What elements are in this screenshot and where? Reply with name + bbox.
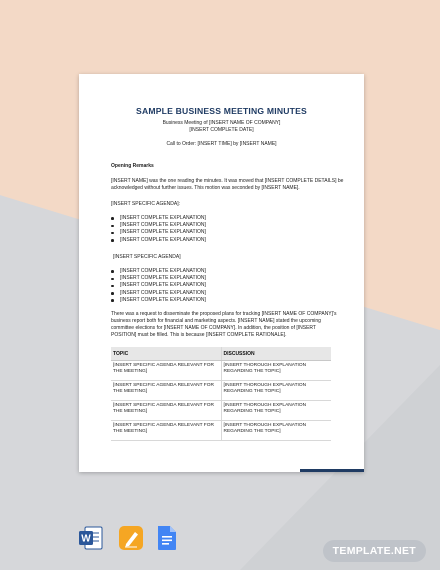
agenda-list: [111, 268, 206, 304]
opening-paragraph-line: acknowledged without further issues. This motion was seconded by [INSERT NAME].: [111, 185, 300, 191]
table-row: [111, 421, 331, 441]
table-row: [111, 401, 331, 421]
list-item: [INSERT COMPLETE EXPLANATION]: [111, 229, 206, 236]
minutes-table: [111, 347, 331, 441]
agenda-label: [INSERT SPECIFIC AGENDA]:: [111, 201, 180, 207]
list-item: [INSERT COMPLETE EXPLANATION]: [111, 222, 206, 229]
call-to-order: Call to Order: [INSERT TIME] by [INSERT NAME]: [166, 141, 277, 147]
agenda-list: [111, 215, 206, 244]
table-cell: [INSERT THOROUGH EXPLANATION REGARDING THE TOPIC]: [221, 381, 331, 401]
list-item: [INSERT COMPLETE EXPLANATION]: [111, 268, 206, 275]
list-item: [INSERT COMPLETE EXPLANATION]: [111, 297, 206, 304]
list-item: [INSERT COMPLETE EXPLANATION]: [111, 237, 206, 244]
pages-icon[interactable]: [118, 525, 144, 556]
table-cell: [INSERT THOROUGH EXPLANATION REGARDING THE TOPIC]: [221, 361, 331, 381]
opening-remarks-heading: Opening Remarks: [111, 163, 154, 169]
table-header-topic: TOPIC: [111, 347, 221, 361]
google-docs-icon[interactable]: [156, 525, 178, 556]
list-item: [INSERT COMPLETE EXPLANATION]: [111, 275, 206, 282]
body-paragraph-line: committee elections for [INSERT NAME OF COMPANY]. In addition, the position of [INSERT: [111, 325, 316, 331]
body-paragraph-line: POSITION] must be filled. This is because [INSERT COMPLETE RATIONALE].: [111, 332, 287, 338]
document-title: SAMPLE BUSINESS MEETING MINUTES: [136, 106, 307, 116]
table-cell: [INSERT SPECIFIC AGENDA RELEVANT FOR THE MEETING]: [111, 381, 221, 401]
table-cell: [INSERT SPECIFIC AGENDA RELEVANT FOR THE MEETING]: [111, 361, 221, 381]
list-item: [INSERT COMPLETE EXPLANATION]: [111, 290, 206, 297]
agenda-label: [INSERT SPECIFIC AGENDA]: [113, 254, 181, 260]
body-paragraph-line: There was a request to disseminate the proposed plans for tracking [INSERT NAME OF COMPANY]'s: [111, 311, 337, 317]
page-accent-bar: [300, 469, 364, 472]
table-header-discussion: DISCUSSION: [221, 347, 331, 361]
document-subtitle-date: [INSERT COMPLETE DATE]: [189, 127, 254, 133]
opening-paragraph-line: [INSERT NAME] was the one reading the minutes. It was moved that [INSERT COMPLETE DETAILS] be: [111, 178, 344, 184]
word-icon-letter: W: [81, 533, 91, 545]
document-page: [79, 74, 364, 472]
table-cell: [INSERT THOROUGH EXPLANATION REGARDING THE TOPIC]: [221, 421, 331, 441]
list-item: [INSERT COMPLETE EXPLANATION]: [111, 282, 206, 289]
table-header-row: [111, 347, 331, 361]
document-subtitle-company: Business Meeting of [INSERT NAME OF COMPANY]: [162, 120, 281, 126]
table-row: [111, 381, 331, 401]
list-item: [INSERT COMPLETE EXPLANATION]: [111, 215, 206, 222]
body-paragraph-line: business report both for financial and marketing aspects. [INSERT NAME] stated the upcoming: [111, 318, 321, 324]
template-net-logo[interactable]: TEMPLATE.NET: [323, 540, 426, 562]
table-cell: [INSERT SPECIFIC AGENDA RELEVANT FOR THE MEETING]: [111, 421, 221, 441]
word-icon[interactable]: [78, 525, 104, 556]
table-cell: [INSERT THOROUGH EXPLANATION REGARDING THE TOPIC]: [221, 401, 331, 421]
table-row: [111, 361, 331, 381]
table-cell: [INSERT SPECIFIC AGENDA RELEVANT FOR THE MEETING]: [111, 401, 221, 421]
